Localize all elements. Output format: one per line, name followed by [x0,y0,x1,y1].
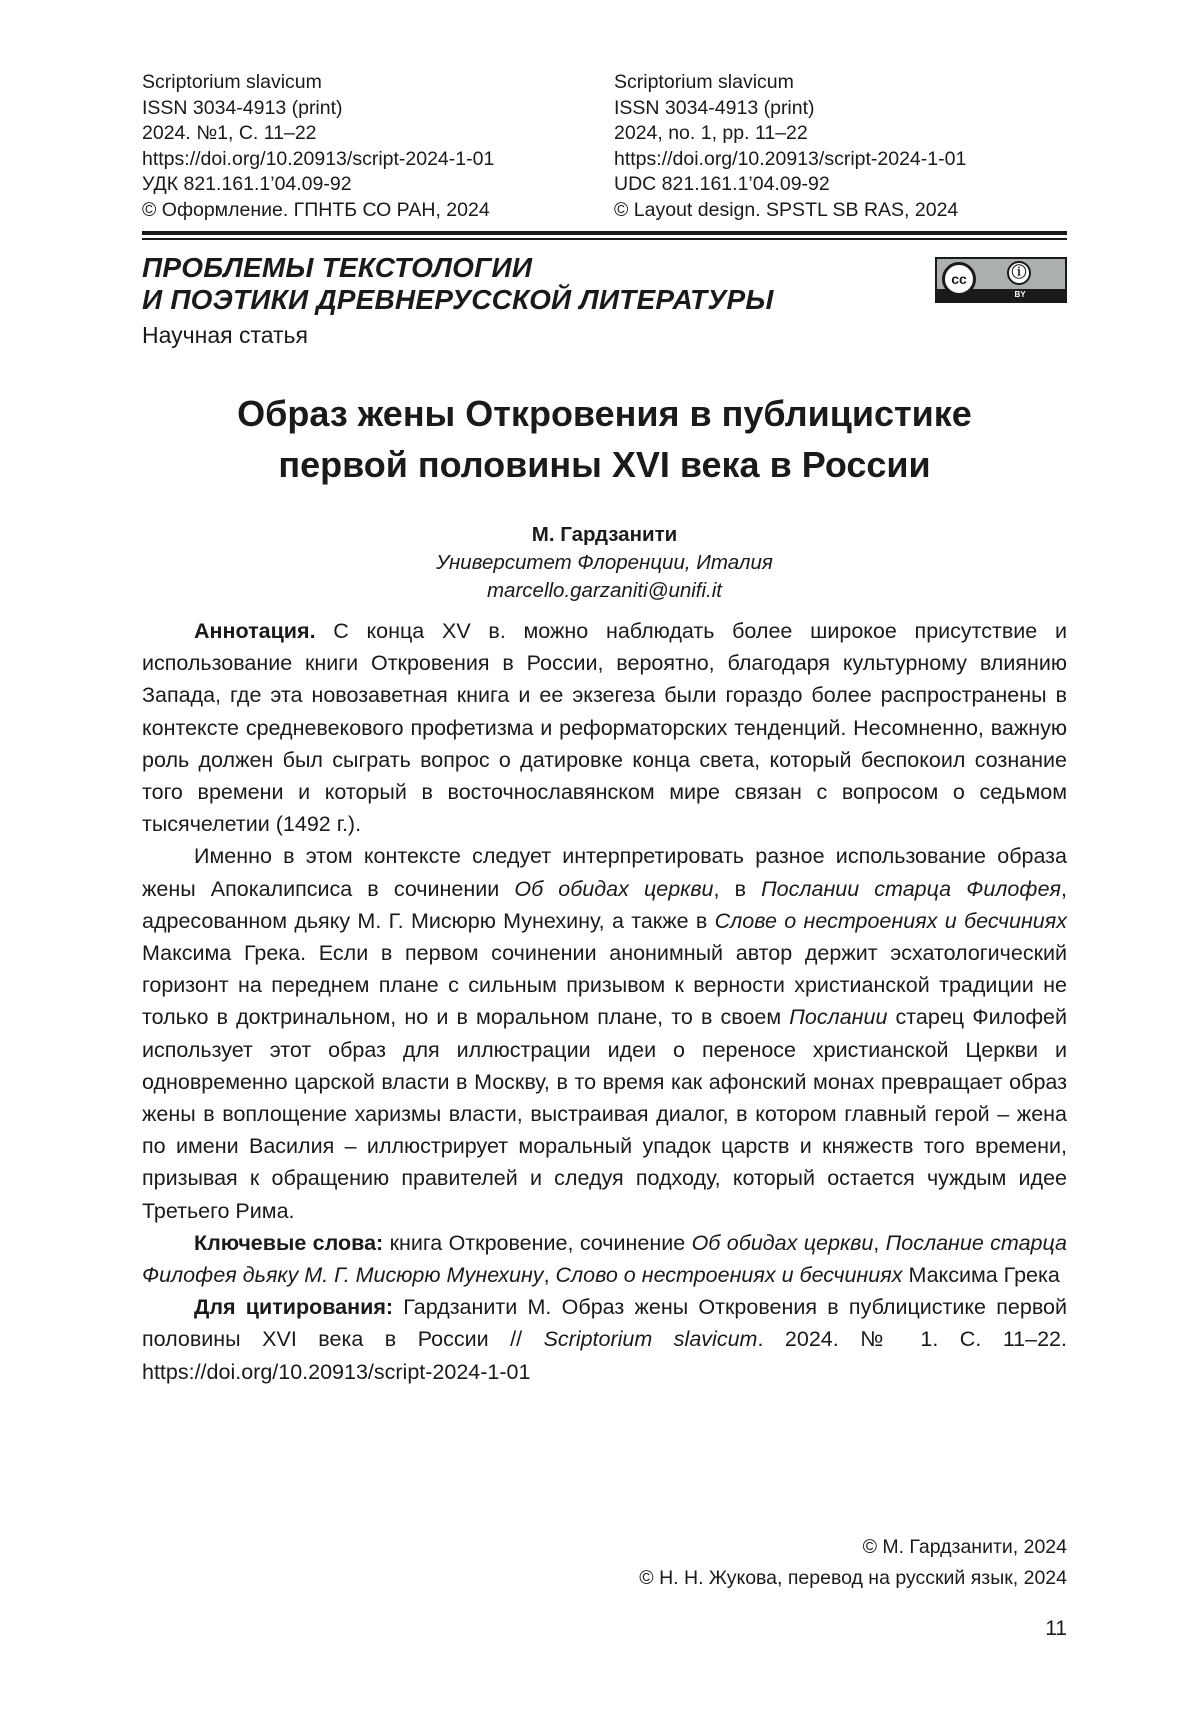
citation-paragraph [142,1291,1067,1388]
attribution-person-icon: ⓘ [1007,261,1031,285]
meta-line: 2024. №1, С. 11–22 [142,122,317,144]
citation-text: Гардзанити М. Образ жены Откровения в публицистике первой половины XVI века в России // [142,1295,1067,1352]
meta-line: 2024, no. 1, pp. 11–22 [614,122,808,144]
keywords-label: Ключевые слова: [194,1230,384,1255]
copyright-line: © М. Гардзанити, 2024 [862,1536,1067,1558]
by-label: BY [1014,290,1026,299]
work-title: Послании старца Филофея [761,876,1062,901]
journal-meta-english [614,70,1074,223]
author-email[interactable]: marcello.garzaniti@unifi.it [486,579,722,602]
title-line: Образ жены Откровения в публицистике [237,393,972,434]
article-type: Научная статья [142,322,308,348]
meta-line: ISSN 3034-4913 (print) [614,96,815,119]
citation-text[interactable]: . 2024. № 1. С. 11–22. https://doi.org/10.20913/script-2024-1-01 [142,1327,1067,1384]
abstract-text: , адресованном дьяку М. Г. Мисюрю Мунехину, а также в [142,876,1067,933]
keywords-paragraph [142,1227,1067,1291]
meta-line: Scriptorium slavicum [142,71,322,93]
cc-by-license-icon[interactable] [935,257,1067,303]
author-block [142,521,1067,605]
work-title: Об обидах церкви [691,1230,874,1255]
header-divider-thick [142,231,1067,235]
work-title: Послание старца Филофея дьяку М. Г. Мисюрю Мунехину [142,1230,1067,1288]
section-heading [142,252,774,316]
doi-link[interactable]: https://doi.org/10.20913/script-2024-1-01 [614,147,967,170]
abstract-text: , в [713,876,762,901]
abstract-paragraph [142,615,1067,840]
work-title: Слово о нестроениях и бесчиниях [555,1263,903,1288]
keywords-text: , [543,1263,556,1288]
cc-icon: cc [942,262,976,296]
work-title: Об обидах церкви [514,876,714,901]
abstract-text: Именно в этом контексте следует интерпретировать разное использование образа жены Апокалипсиса в сочинении [142,844,1067,901]
abstract-paragraph [142,840,1067,1226]
page-number: 11 [1045,1617,1067,1640]
title-line: первой половины XVI века в России [278,444,931,485]
work-title: Слове о нестроениях и бесчиниях [714,908,1067,933]
meta-line: © Layout design. SPSTL SB RAS, 2024 [614,198,959,221]
meta-line: УДК 821.161.1’04.09-92 [142,173,352,195]
abstract-text: старец Филофей использует этот образ для иллюстрации идеи о переносе христианской Церкви и одновременно царской власти в Москву, в то время как афонский монах превращает образ жены в воплощение харизмы власти, выстраивая диалог, в котором главный герой – жена по имени Василия – иллюстрирует моральный упадок царств и княжеств того времени, призывая к обращению правителей и следуя подходу, который остается чуждым идее Третьего Рима. [142,1005,1067,1223]
keywords-text: , [873,1230,886,1255]
copyright-line: © Н. Н. Жукова, перевод на русский язык, 2024 [639,1567,1067,1589]
keywords-text: Максима Грека [902,1263,1060,1288]
meta-line: © Оформление. ГПНТБ СО РАН, 2024 [142,198,490,221]
abstract-text: С конца XV в. можно наблюдать более широкое присутствие и использование книги Откровения в России, вероятно, благодаря культурному влиянию Запада, где эта новозаветная книга и ее экзегеза были гораздо более распространены в контексте средневекового профетизма и реформаторских тенденций. Несомненно, важную роль должен был сыграть вопрос о датировке конца света, который беспокоил сознание того времени и который в восточнославянском мире связан с вопросом о седьмом тысячелетии (1492 г.). [142,619,1067,837]
author-affiliation: Университет Флоренции, Италия [436,551,773,574]
abstract-text: Максима Грека. Если в первом сочинении анонимный автор держит эсхатологический горизонт на переднем плане с сильным призывом к верности христианской традиции не только в доктринальном, но и в моральном плане, то в своем [142,941,1067,1030]
header-divider-thin [142,238,1067,240]
work-title: Послании [789,1005,888,1030]
section-heading-line: И ПОЭТИКИ ДРЕВНЕРУССКОЙ ЛИТЕРАТУРЫ [142,284,774,315]
author-name: М. Гардзанити [531,523,678,546]
article-title [142,388,1067,490]
abstract-label: Аннотация. [194,619,316,643]
section-heading-line: ПРОБЛЕМЫ ТЕКСТОЛОГИИ [142,252,533,283]
meta-line: Scriptorium slavicum [614,71,794,93]
meta-line: UDC 821.161.1’04.09-92 [614,173,830,195]
citation-label: Для цитирования: [194,1295,394,1320]
keywords-text: книга Откровение, сочинение [383,1230,692,1255]
doi-link[interactable]: https://doi.org/10.20913/script-2024-1-01 [142,147,495,170]
abstract-body [142,615,1067,1388]
copyright-block [639,1532,1067,1594]
meta-line: ISSN 3034-4913 (print) [142,96,343,119]
journal-name: Scriptorium slavicum [543,1327,758,1352]
journal-meta-russian [142,70,602,223]
